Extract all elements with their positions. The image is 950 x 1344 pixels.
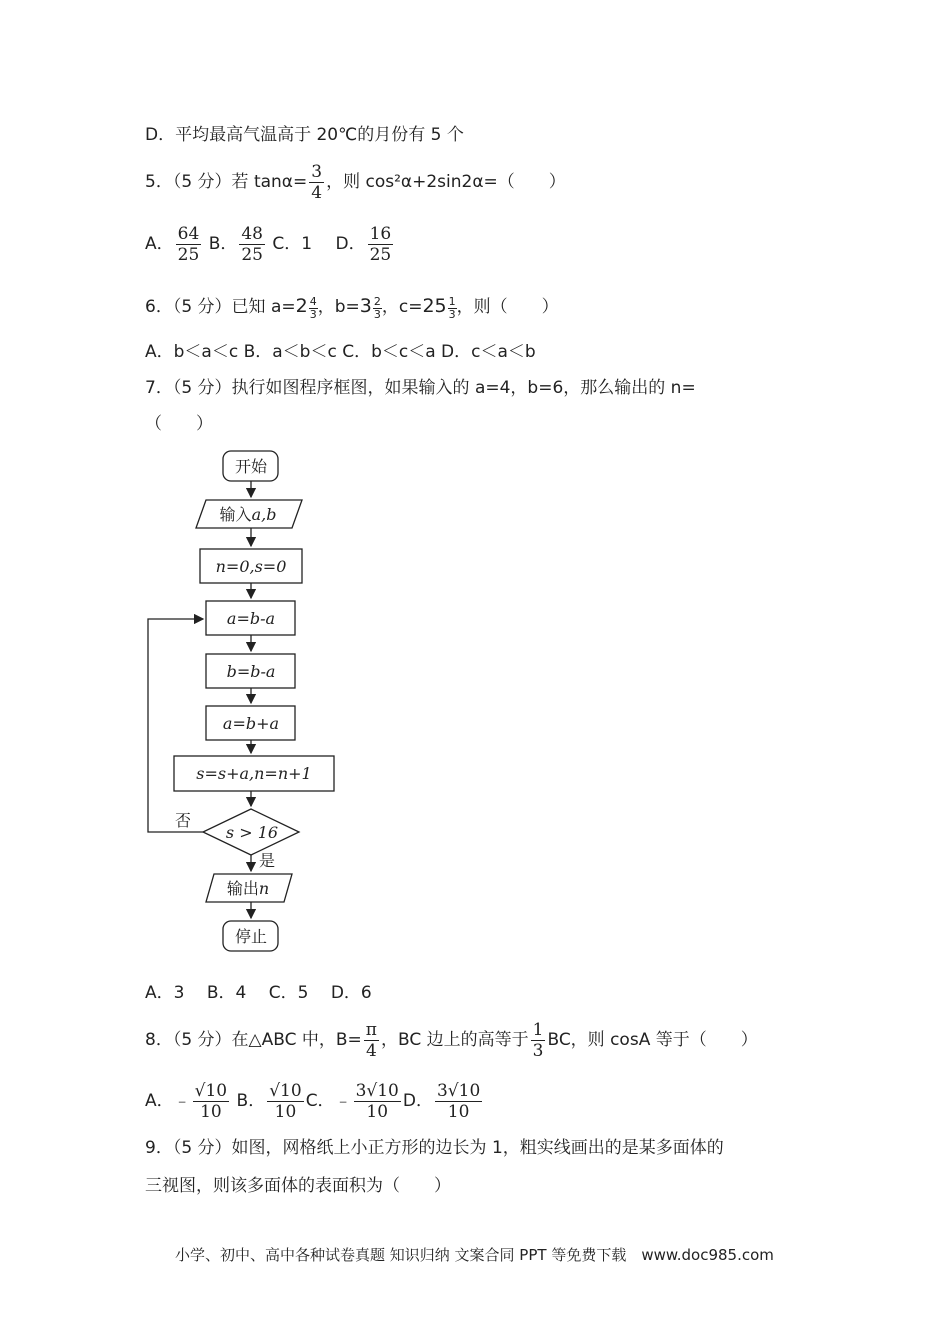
question-6: 6．（5 分）已知 a=2 $\frac{4}{3}$ ，b=3 $\frac{2}{3}$ ，c=25 $\frac{1}{3}$ ，则（ ） [145, 295, 559, 322]
step4-label: s=s+a,n=n+1 [196, 764, 312, 783]
svg-text:输入a,b [220, 505, 277, 524]
input-vars: a,b [251, 505, 277, 524]
q6-c-base: 25 [422, 295, 447, 317]
step2-label: b=b-a [226, 662, 276, 681]
q6-a-exponent: $\frac{4}{3}$ [309, 295, 317, 322]
q8-b-fraction: $\frac{\pi}{4}$ [365, 1019, 377, 1061]
output-var: n [258, 879, 270, 898]
yes-label: 是 [259, 851, 276, 870]
svg-text:输出n [227, 879, 269, 898]
q8-height-fraction: $\frac{1}{3}$ [532, 1019, 544, 1061]
output-label: 输出 [226, 879, 259, 898]
start-label: 开始 [234, 457, 268, 476]
q8-option-c-fraction: $\frac{3√10}{10}$ [355, 1080, 399, 1122]
q8-options: A．﹣ $\frac{√10}{10}$ B． $\frac{√10}{10}$ C．﹣ $\frac{3√10}{10}$ D． $\frac{3√10}{10}$ [145, 1080, 481, 1122]
q5-tan-fraction: $\frac{3}{4}$ [311, 161, 323, 203]
q5-prefix: 5．（5 分）若 tanα= [145, 172, 308, 192]
q5-option-d-fraction: $\frac{16}{25}$ [369, 223, 392, 265]
q5-option-c-value: 1 [301, 234, 313, 254]
no-label: 否 [175, 811, 192, 830]
q6-b-exponent: $\frac{2}{3}$ [373, 295, 381, 322]
step3-label: a=b+a [222, 714, 280, 733]
stop-label: 停止 [234, 927, 268, 946]
q5-options: A． $\frac{64}{25}$ B． $\frac{48}{25}$ C．1 D． $\frac{16}{25}$ [145, 223, 392, 265]
q6-b-base: 3 [359, 295, 372, 317]
question-9-line2: 三视图，则该多面体的表面积为（ ） [145, 1176, 451, 1196]
init-label: n=0,s=0 [215, 557, 287, 576]
q6-a-base: 2 [295, 295, 308, 317]
q5-option-b-fraction: $\frac{48}{25}$ [241, 223, 263, 265]
flowchart [140, 445, 350, 955]
q7-options: A．3 B．4 C．5 D．6 [145, 983, 372, 1003]
q8-option-a-fraction: $\frac{√10}{10}$ [194, 1080, 228, 1122]
question-8: 8．（5 分）在△ABC 中，B= $\frac{\pi}{4}$ ，BC 边上的高等于 $\frac{1}{3}$ BC，则 cosA 等于（ ） [145, 1019, 758, 1061]
no-loop-arrow [148, 619, 203, 832]
q8-option-d-fraction: $\frac{3√10}{10}$ [436, 1080, 481, 1122]
input-label: 输入 [219, 505, 252, 524]
question-7-line1: 7．（5 分）执行如图程序框图，如果输入的 a=4，b=6，那么输出的 n= [145, 378, 696, 398]
step1-label: a=b-a [226, 609, 276, 628]
question-9-line1: 9．（5 分）如图，网格纸上小正方形的边长为 1，粗实线画出的是某多面体的 [145, 1138, 724, 1158]
question-7-line2: （ ） [145, 414, 213, 434]
q6-c-exponent: $\frac{1}{3}$ [448, 295, 456, 322]
q8-option-b-fraction: $\frac{√10}{10}$ [269, 1080, 302, 1122]
q4-option-d: D．平均最高气温高于 20℃的月份有 5 个 [145, 125, 464, 145]
footer: 小学、初中、高中各种试卷真题 知识归纳 文案合同 PPT 等免费下载 www.doc985.com [175, 1246, 774, 1264]
condition-label: s > 16 [225, 823, 279, 842]
q6-options: A．b＜a＜c B．a＜b＜c C．b＜c＜a D．c＜a＜b [145, 342, 536, 362]
q5-option-a-fraction: $\frac{64}{25}$ [177, 223, 200, 265]
q5-suffix: ，则 cos²α+2sin2α=（ ） [326, 172, 566, 192]
question-5 [145, 160, 566, 204]
